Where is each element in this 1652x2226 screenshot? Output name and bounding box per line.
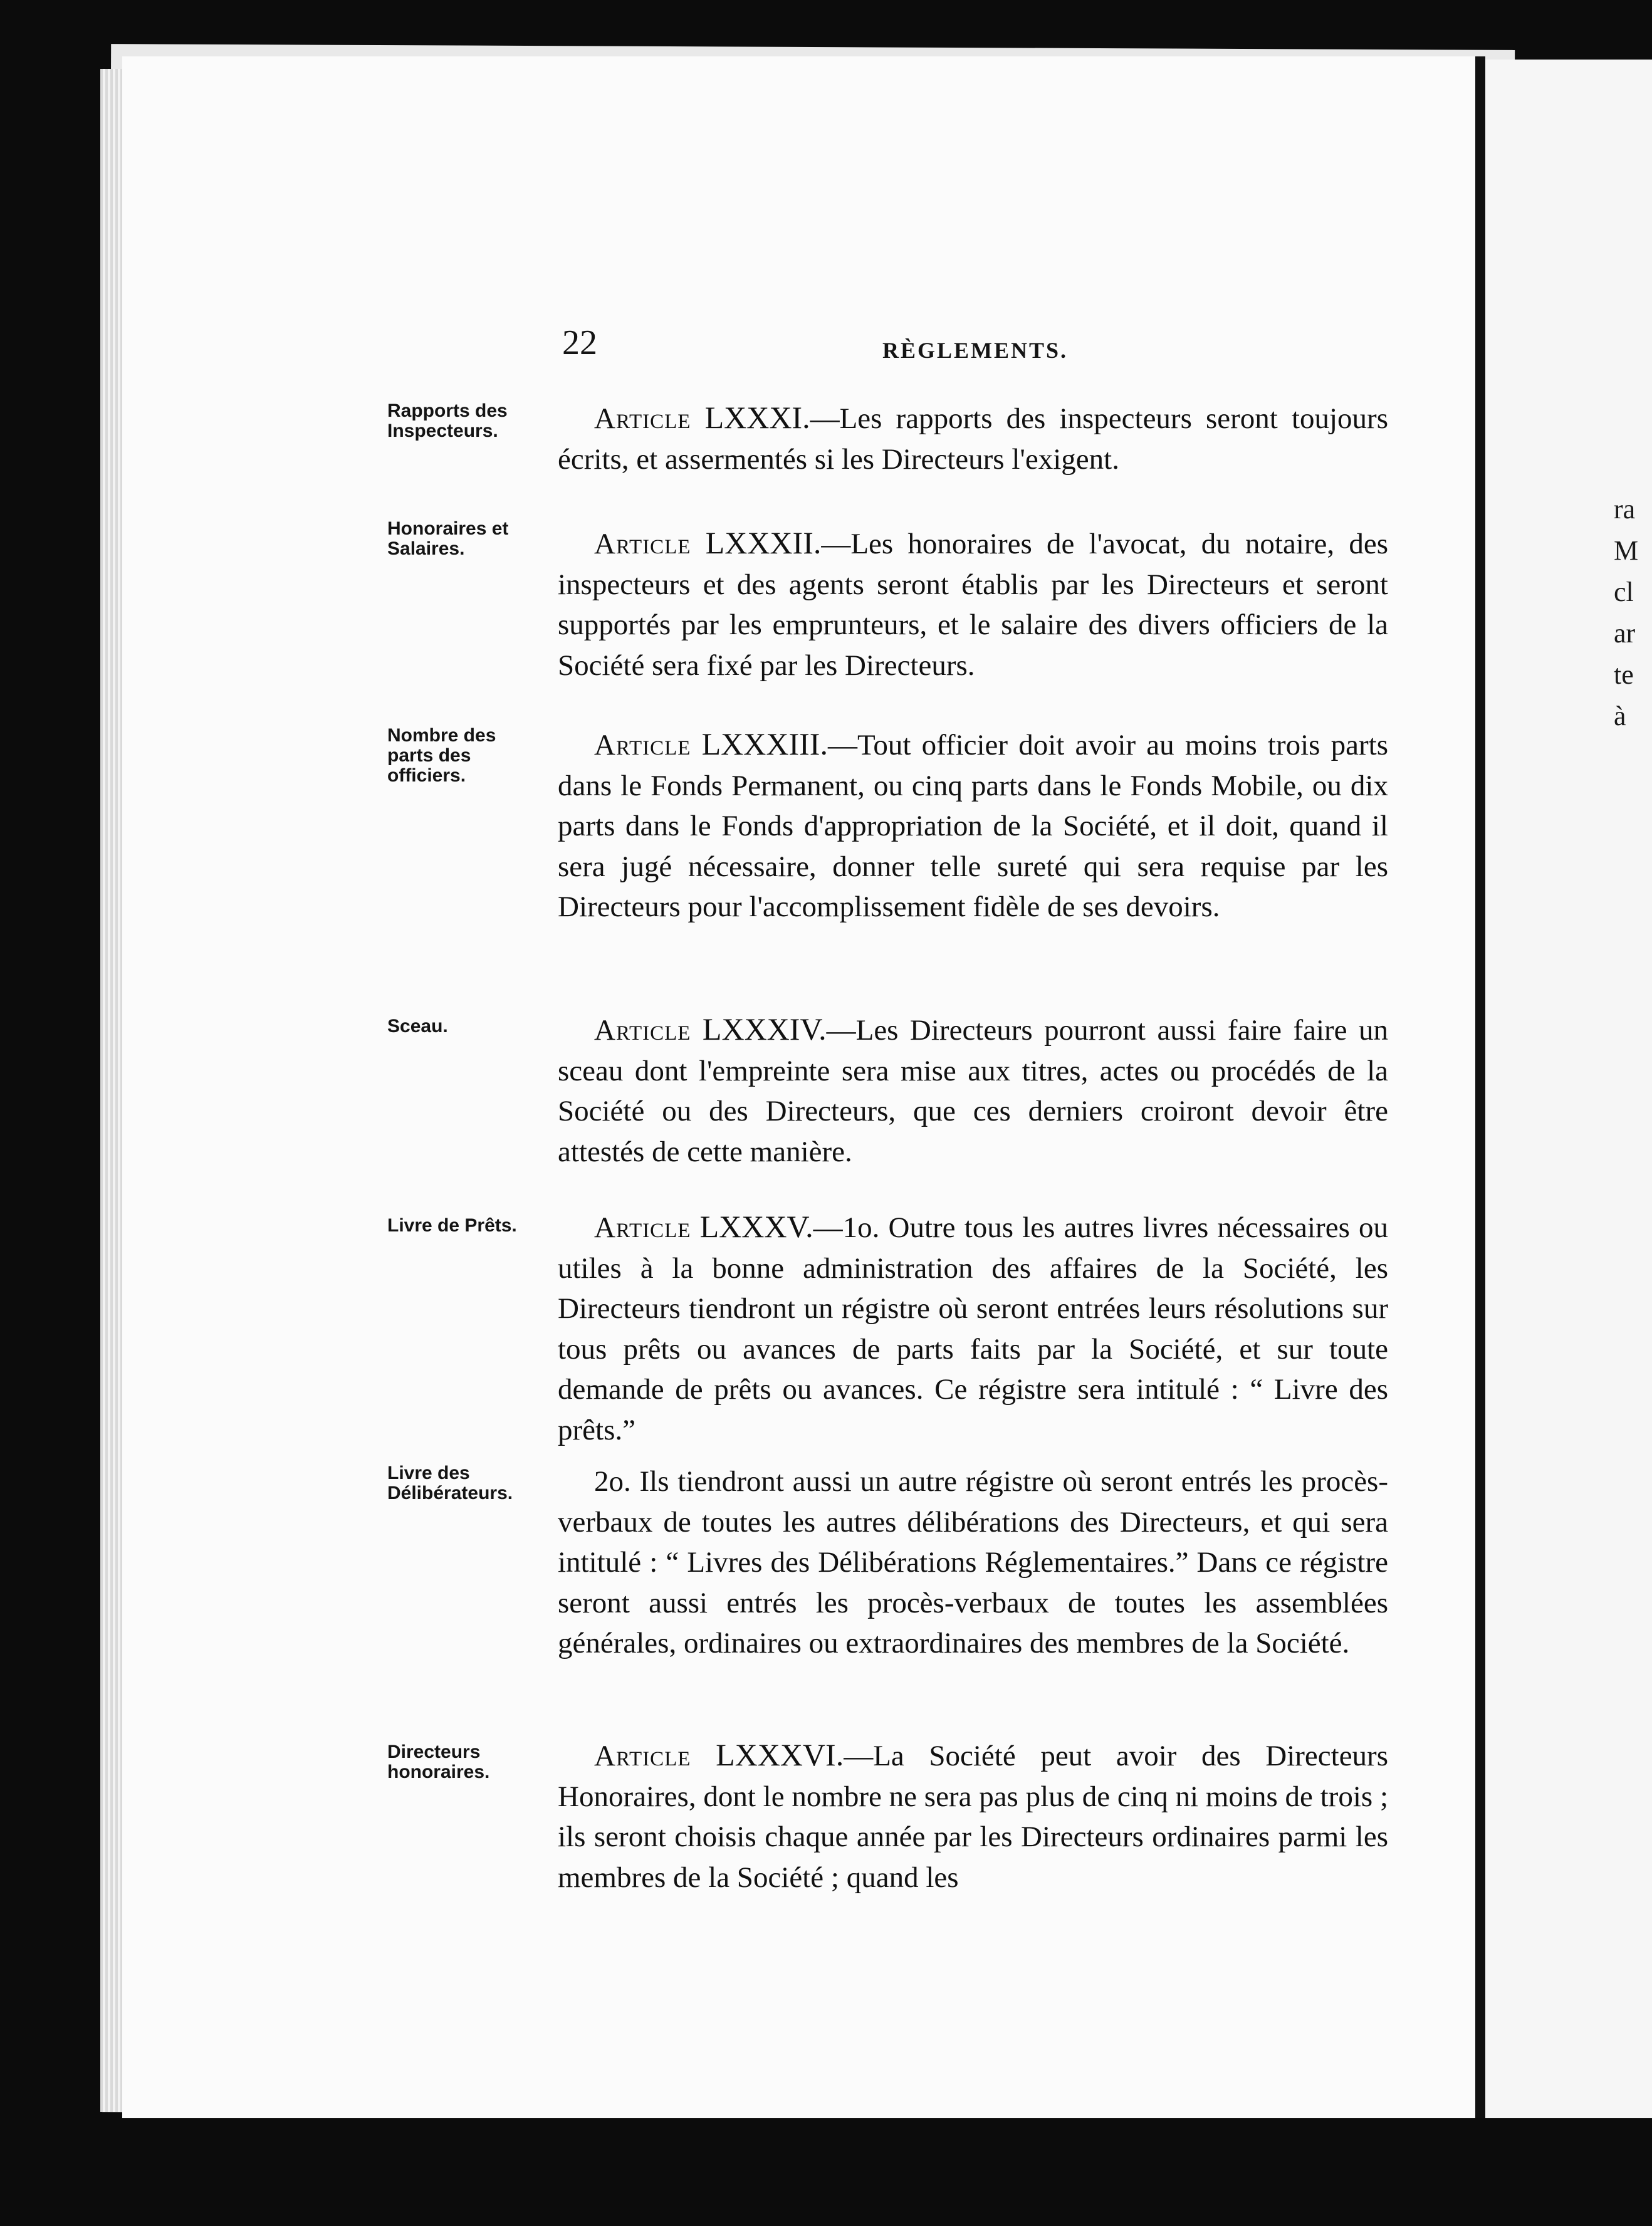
margin-note-livre-des-deliberateurs: Livre des Délibérateurs. xyxy=(387,1463,513,1503)
article-text: —La Société peut avoir des Directeurs Honoraires, dont le nombre ne sera pas plus de cinq ni moins de trois ; ils seront choisis chaque année par les Directeurs ordinaires parmi les membres de la Société ; quand les xyxy=(558,1740,1388,1894)
margin-note-sceau: Sceau. xyxy=(387,1016,448,1037)
article-text: —Tout officier doit avoir au moins trois parts dans le Fonds Permanent, ou cinq parts dans le Fonds Mobile, ou dix parts dans le Fonds d'appropriation de la Société, et il doit, quand il sera jugé nécessaire, donner telle sureté qui sera requise par les Directeurs pour l'accomplissement fidèle de ses devoirs. xyxy=(558,729,1389,923)
book-gutter xyxy=(1475,56,1485,2118)
article-lxxxvi xyxy=(558,1735,1388,1898)
article-text: —Les rapports des inspecteurs seront toujours écrits, et assermentés si les Directeurs l'exigent. xyxy=(558,402,1389,476)
page-stack-edge xyxy=(100,69,125,2112)
page-number: 22 xyxy=(562,323,597,362)
article-numeral: LXXXI. xyxy=(704,400,810,435)
margin-note-directeurs-honoraires: Directeurs honoraires. xyxy=(387,1742,490,1782)
article-numeral: LXXXIII. xyxy=(701,726,828,761)
article-label: Article xyxy=(594,528,691,560)
article-lxxxiv xyxy=(558,1009,1388,1172)
article-label: Article xyxy=(594,729,691,761)
article-label: Article xyxy=(594,402,691,435)
article-numeral: LXXXIV. xyxy=(702,1011,827,1047)
article-lxxxv xyxy=(558,1206,1388,1450)
margin-note-nombre-des-parts: Nombre des parts des officiers. xyxy=(387,725,496,786)
article-numeral: LXXXII. xyxy=(705,525,822,560)
article-label: Article xyxy=(594,1211,691,1244)
article-label: Article xyxy=(594,1014,691,1047)
article-lxxxiii xyxy=(558,724,1388,927)
article-lxxxv-paragraph-2 xyxy=(558,1461,1388,1664)
article-numeral: LXXXVI. xyxy=(716,1737,844,1772)
article-text: —Les honoraires de l'avocat, du notaire, des inspecteurs et des agents seront établis par les Directeurs et seront supportés par les emprunteurs, et le salaire des divers officiers de la Société sera fixé par les Directeurs. xyxy=(558,528,1389,682)
paragraph-text: 2o. Ils tiendront aussi un autre régistre où seront entrés les procès-verbaux de toutes les autres délibérations des Directeurs, et qui sera intitulé : “ Livres des Délibérations Réglementaires.” Dans ce régistre seront aussi entrés les procès-verbaux de toutes les assemblées générales, ordinaires ou extraordinaires des membres de la Société. xyxy=(558,1465,1388,1659)
margin-note-honoraires: Honoraires et Salaires. xyxy=(387,518,509,559)
scan-border xyxy=(0,2118,1652,2226)
article-text: —1o. Outre tous les autres livres nécessaires ou utiles à la bonne administration des affaires de la Société, les Directeurs tiendront un régistre où seront entrées leurs résolutions sur tous prêts ou avances de parts faits par la Société, et sur toute demande de prêts ou avances. Ce régistre sera intitulé : “ Livre des prêts.” xyxy=(558,1211,1388,1446)
article-lxxxi xyxy=(558,397,1388,479)
margin-note-rapports: Rapports des Inspecteurs. xyxy=(387,400,508,441)
article-lxxxii xyxy=(558,523,1388,686)
article-label: Article xyxy=(594,1740,691,1772)
running-head: RÈGLEMENTS. xyxy=(882,338,1069,363)
adjacent-page xyxy=(1485,60,1652,2118)
margin-note-livre-de-prets: Livre de Prêts. xyxy=(387,1215,517,1236)
adjacent-page-fragment: ra M cl ar te à xyxy=(1614,494,1639,731)
article-text: —Les Directeurs pourront aussi faire faire un sceau dont l'empreinte sera mise aux titres, actes ou procédés de la Société ou des Directeurs, que ces derniers croiront devoir être attestés de cette manière. xyxy=(558,1014,1389,1168)
article-numeral: LXXXV. xyxy=(699,1209,813,1244)
